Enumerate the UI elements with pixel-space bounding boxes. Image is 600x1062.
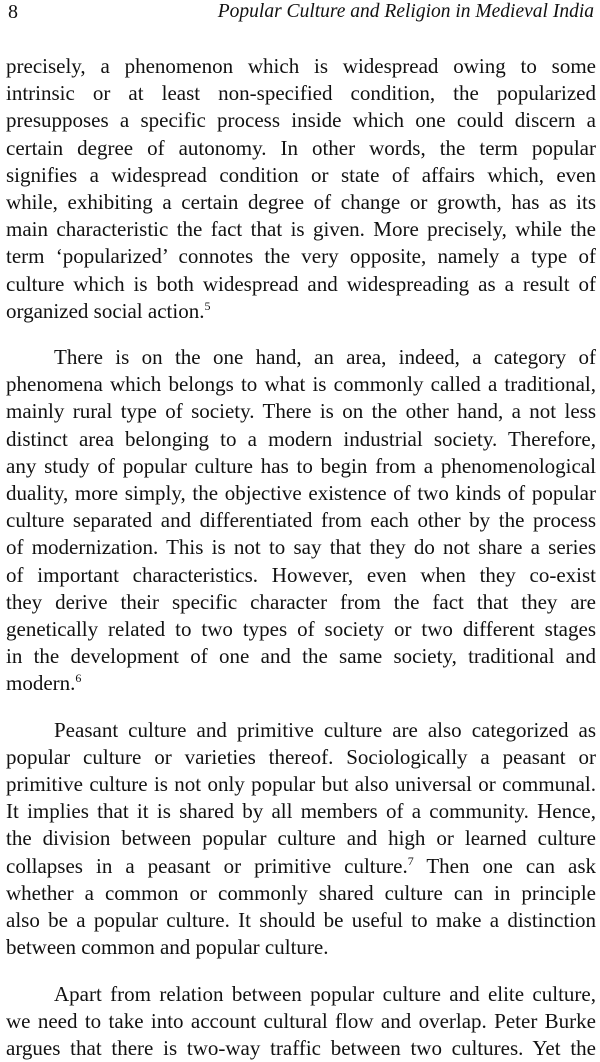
page-number: 8 (8, 0, 18, 24)
text-line (6, 298, 596, 325)
text-line: we need to take into account cultural flow and overlap. Peter Burke (6, 1008, 596, 1035)
text-line: argues that there is two-way traffic between two cultures. Yet the (6, 1035, 596, 1062)
text-line: main characteristic the fact that is given. More precisely, while the (6, 216, 596, 243)
text-line (6, 670, 596, 697)
text-line: culture which is both widespread and widespreading as a result of (6, 271, 596, 298)
text-line: distinct area belonging to a modern industrial society. Therefore, (6, 426, 596, 453)
text-line: phenomena which belongs to what is commonly called a traditional, (6, 371, 596, 398)
paragraph-3 (6, 717, 596, 962)
text-line: signifies a widespread condition or state of affairs which, even (6, 162, 596, 189)
text-line: certain degree of autonomy. In other words, the term popular (6, 135, 596, 162)
text-line: There is on the one hand, an area, indeed, a category of (6, 344, 596, 371)
text-line: any study of popular culture has to begin from a phenomenological (6, 453, 596, 480)
footnote-marker: 5 (204, 299, 210, 313)
text-line: primitive culture is not only popular but also universal or communal. (6, 771, 596, 798)
text-line: Peasant culture and primitive culture are also categorized as (6, 717, 596, 744)
text-fragment: Then one can ask (414, 854, 596, 878)
text-line: between common and popular culture. (6, 934, 596, 961)
text-line: popular culture or varieties thereof. Sociologically a peasant or (6, 744, 596, 771)
text-line: presupposes a specific process inside which one could discern a (6, 107, 596, 134)
paragraph-2 (6, 344, 596, 698)
text-line: of important characteristics. However, even when they co-exist (6, 562, 596, 589)
running-title: Popular Culture and Religion in Medieval India (218, 0, 594, 24)
text-line: the division between popular culture and high or learned culture (6, 825, 596, 852)
text-line: term ‘popularized’ connotes the very opposite, namely a type of (6, 243, 596, 270)
text-fragment: organized social action. (6, 299, 204, 323)
text-line: genetically related to two types of society or two different stages (6, 616, 596, 643)
text-line: Apart from relation between popular culture and elite culture, (6, 981, 596, 1008)
text-line: mainly rural type of society. There is on the other hand, a not less (6, 398, 596, 425)
text-fragment: modern. (6, 671, 75, 695)
footnote-marker: 7 (408, 854, 414, 868)
text-line: It implies that it is shared by all members of a community. Hence, (6, 798, 596, 825)
footnote-marker: 6 (75, 671, 81, 685)
text-fragment: collapses in a peasant or primitive culture. (6, 854, 408, 878)
text-line: whether a common or commonly shared culture can in principle (6, 880, 596, 907)
body-text (6, 53, 596, 1062)
paragraph-4 (6, 981, 596, 1062)
paragraph-1 (6, 53, 596, 325)
page-header (8, 0, 594, 24)
text-line (6, 853, 596, 880)
text-line: also be a popular culture. It should be useful to make a distinction (6, 907, 596, 934)
text-line: while, exhibiting a certain degree of change or growth, has as its (6, 189, 596, 216)
text-line: of modernization. This is not to say that they do not share a series (6, 534, 596, 561)
text-line: they derive their specific character from the fact that they are (6, 589, 596, 616)
text-line: culture separated and differentiated from each other by the process (6, 507, 596, 534)
text-line: precisely, a phenomenon which is widespread owing to some (6, 53, 596, 80)
text-line: duality, more simply, the objective existence of two kinds of popular (6, 480, 596, 507)
text-line: in the development of one and the same society, traditional and (6, 643, 596, 670)
text-line: intrinsic or at least non-specified condition, the popularized (6, 80, 596, 107)
